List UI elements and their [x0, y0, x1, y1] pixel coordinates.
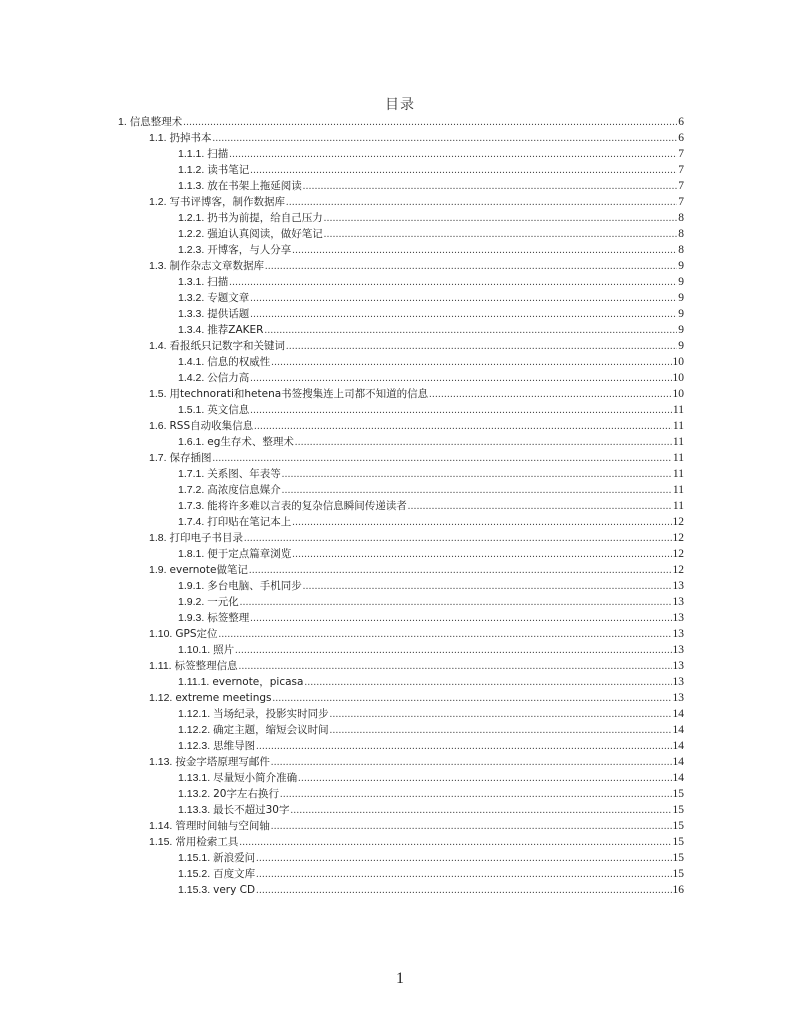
toc-entry-label: 标签整理信息 — [174, 660, 238, 672]
toc-entry-label: 能将许多难以言表的复杂信息瞬间传递读者 — [207, 500, 407, 512]
dot-leader — [271, 819, 672, 835]
toc-entry[interactable] — [118, 482, 684, 498]
toc-entry-page: 13 — [672, 580, 684, 592]
toc-entry-label: 百度文库 — [213, 868, 256, 880]
toc-entry-page: 13 — [672, 628, 684, 640]
toc-entry[interactable] — [118, 210, 684, 226]
toc-entry[interactable] — [118, 626, 684, 642]
toc-entry-number: 1.9.3. — [178, 612, 205, 624]
toc-entry-label: 英文信息 — [207, 404, 250, 416]
toc-entry-label: 信息整理术 — [129, 116, 183, 128]
toc-entry-page: 12 — [672, 564, 684, 576]
toc-entry-label: 保存插图 — [169, 452, 212, 464]
toc-entry-label: 用technorati和hetena书签搜集连上司都不知道的信息 — [169, 388, 429, 400]
toc-entry[interactable] — [118, 450, 684, 466]
toc-entry-page: 15 — [672, 868, 684, 880]
toc-entry-page: 9 — [678, 308, 684, 320]
toc-entry-label: 新浪爱问 — [213, 852, 256, 864]
toc-entry-label: 打印贴在笔记本上 — [207, 516, 292, 528]
toc-entry-label: 关系图、年表等 — [207, 468, 281, 480]
toc-entry-label: 公信力高 — [207, 372, 250, 384]
toc-entry-page: 12 — [672, 548, 684, 560]
toc-entry[interactable] — [118, 642, 684, 658]
dot-leader — [229, 275, 677, 291]
dot-leader — [240, 595, 672, 611]
toc-entry[interactable] — [118, 610, 684, 626]
toc-entry-number: 1.13.1. — [178, 772, 211, 784]
toc-entry-page: 9 — [678, 292, 684, 304]
toc-entry-number: 1.8.1. — [178, 548, 205, 560]
dot-leader — [239, 835, 671, 851]
toc-entry-page: 8 — [678, 244, 684, 256]
toc-entry-page: 10 — [672, 356, 684, 368]
dot-leader — [429, 387, 671, 403]
dot-leader — [330, 723, 672, 739]
toc-entry[interactable] — [118, 754, 684, 770]
toc-entry[interactable] — [118, 226, 684, 242]
toc-entry-page: 12 — [672, 532, 684, 544]
toc-entry-page: 13 — [672, 596, 684, 608]
dot-leader — [292, 243, 677, 259]
dot-leader — [256, 883, 671, 899]
toc-entry-label: 扫描 — [207, 148, 229, 160]
toc-entry-page: 16 — [672, 884, 684, 896]
toc-entry[interactable] — [118, 386, 684, 402]
toc-entry-label: 便于定点篇章浏览 — [207, 548, 292, 560]
toc-entry-label: 写书评博客，制作数据库 — [169, 196, 286, 208]
toc-entry-page: 15 — [672, 836, 684, 848]
dot-leader — [239, 659, 672, 675]
toc-entry-number: 1.5. — [149, 388, 167, 400]
toc-entry-label: eg生存术、整理术 — [207, 436, 294, 448]
dot-leader — [271, 755, 672, 771]
dot-leader — [303, 179, 677, 195]
toc-entry-page: 9 — [678, 324, 684, 336]
dot-leader — [292, 547, 671, 563]
toc-entry-page: 13 — [672, 612, 684, 624]
toc-entry-number: 1.9. — [149, 564, 167, 576]
toc-entry[interactable] — [118, 770, 684, 786]
dot-leader — [250, 371, 671, 387]
toc-entry-label: 标签整理 — [207, 612, 250, 624]
dot-leader — [250, 163, 677, 179]
toc-entry-label: 尽量短小简介准确 — [213, 772, 298, 784]
toc-entry[interactable] — [118, 114, 684, 130]
toc-entry[interactable] — [118, 354, 684, 370]
dot-leader — [249, 563, 672, 579]
dot-leader — [250, 291, 677, 307]
toc-entry-label: 按金字塔原理写邮件 — [175, 756, 270, 768]
toc-entry-page: 15 — [672, 820, 684, 832]
dot-leader — [282, 483, 672, 499]
toc-entry-page: 14 — [672, 724, 684, 736]
dot-leader — [256, 851, 671, 867]
toc-entry-page: 14 — [672, 740, 684, 752]
toc-entry[interactable] — [118, 850, 684, 866]
toc-entry-page: 7 — [678, 164, 684, 176]
toc-entry-number: 1.8. — [149, 532, 167, 544]
toc-entry-number: 1.2.2. — [178, 228, 205, 240]
toc-entry[interactable] — [118, 306, 684, 322]
toc-entry-page: 10 — [672, 372, 684, 384]
toc-entry-label: 20字左右换行 — [213, 788, 279, 800]
toc-entry-number: 1.4.1. — [178, 356, 205, 368]
dot-leader — [250, 403, 672, 419]
toc-entry[interactable] — [118, 738, 684, 754]
toc-entry-label: extreme meetings — [175, 692, 272, 704]
toc-entry-number: 1.7.4. — [178, 516, 205, 528]
toc-entry-label: 打印电子书目录 — [169, 532, 244, 544]
toc-entry-label: 一元化 — [207, 596, 239, 608]
toc-entry-label: 扫描 — [207, 276, 229, 288]
toc-entry-page: 11 — [672, 484, 684, 496]
toc-entry-number: 1.3.3. — [178, 308, 205, 320]
dot-leader — [324, 211, 677, 227]
toc-entry[interactable] — [118, 498, 684, 514]
toc-entry[interactable] — [118, 834, 684, 850]
toc-entry-number: 1.12.1. — [178, 708, 211, 720]
toc-entry-page: 14 — [672, 708, 684, 720]
toc-entry-number: 1.7. — [149, 452, 167, 464]
dot-leader — [295, 435, 672, 451]
toc-entry-page: 6 — [678, 132, 684, 144]
toc-entry-label: evernote做笔记 — [169, 564, 248, 576]
toc-entry[interactable] — [118, 130, 684, 146]
toc-entry-label: 强迫认真阅读，做好笔记 — [207, 228, 323, 240]
toc-title: 目录 — [385, 97, 415, 113]
toc-entry[interactable] — [118, 594, 684, 610]
toc-entry-number: 1.1.3. — [178, 180, 205, 192]
toc-entry-label: 当场纪录，投影实时同步 — [213, 708, 329, 720]
toc-entry-label: 提供话题 — [207, 308, 250, 320]
toc-entry[interactable] — [118, 674, 684, 690]
toc-entry[interactable] — [118, 706, 684, 722]
toc-entry-label: 放在书架上拖延阅读 — [207, 180, 302, 192]
toc-entry-number: 1.15.2. — [178, 868, 211, 880]
toc-entry-number: 1.1.2. — [178, 164, 205, 176]
toc-entry-number: 1.15. — [149, 836, 173, 848]
toc-entry-number: 1.3.1. — [178, 276, 205, 288]
dot-leader — [286, 195, 677, 211]
toc-entry[interactable] — [118, 882, 684, 898]
toc-entry-page: 11 — [672, 452, 684, 464]
toc-entry[interactable] — [118, 242, 684, 258]
toc-entry-page: 14 — [672, 756, 684, 768]
toc-entry-label: 管理时间轴与空间轴 — [175, 820, 270, 832]
toc-entry[interactable] — [118, 194, 684, 210]
toc-entry-number: 1.13.3. — [178, 804, 211, 816]
toc-entry-label: 多台电脑、手机同步 — [207, 580, 302, 592]
toc-entry[interactable] — [118, 402, 684, 418]
toc-entry-number: 1.3.4. — [178, 324, 205, 336]
toc-entry[interactable] — [118, 178, 684, 194]
dot-leader — [250, 307, 677, 323]
toc-entry-label: 最长不超过30字 — [213, 804, 290, 816]
toc-entry-number: 1.2.1. — [178, 212, 205, 224]
toc-entry-number: 1.3. — [149, 260, 167, 272]
toc-entry-number: 1.2. — [149, 196, 167, 208]
toc-entry-number: 1.7.1. — [178, 468, 205, 480]
dot-leader — [303, 579, 672, 595]
toc-entry-label: GPS定位 — [175, 628, 218, 640]
toc-entry-label: 高浓度信息媒介 — [207, 484, 281, 496]
toc-entry-number: 1.2.3. — [178, 244, 205, 256]
toc-entry[interactable] — [118, 722, 684, 738]
toc-entry-page: 7 — [678, 180, 684, 192]
toc-entry-number: 1.1.1. — [178, 148, 205, 160]
toc-entry-page: 10 — [672, 388, 684, 400]
dot-leader — [213, 451, 672, 467]
dot-leader — [324, 227, 677, 243]
toc-entry[interactable] — [118, 434, 684, 450]
toc-entry-page: 11 — [672, 404, 684, 416]
dot-leader — [254, 419, 672, 435]
toc-entry-page: 14 — [672, 772, 684, 784]
toc-entry-number: 1.15.3. — [178, 884, 211, 896]
toc-entry-page: 13 — [672, 644, 684, 656]
dot-leader — [235, 643, 671, 659]
toc-entry-page: 8 — [678, 228, 684, 240]
dot-leader — [304, 675, 671, 691]
dot-leader — [229, 147, 677, 163]
toc-entry-label: 看报纸只记数字和关键词 — [169, 340, 286, 352]
toc-entry-label: 制作杂志文章数据库 — [169, 260, 265, 272]
dot-leader — [330, 707, 672, 723]
toc-entry-page: 8 — [678, 212, 684, 224]
toc-entry-number: 1.5.1. — [178, 404, 205, 416]
toc-entry[interactable] — [118, 530, 684, 546]
dot-leader — [265, 259, 677, 275]
dot-leader — [183, 115, 677, 131]
dot-leader — [291, 803, 672, 819]
toc-entry-number: 1.3.2. — [178, 292, 205, 304]
toc-entry-label: 推荐ZAKER — [207, 324, 264, 336]
dot-leader — [256, 739, 671, 755]
toc-entry-number: 1. — [118, 116, 127, 128]
toc-entry-label: 信息的权威性 — [207, 356, 271, 368]
toc-entry-page: 6 — [678, 116, 684, 128]
toc-entry-number: 1.15.1. — [178, 852, 211, 864]
toc-entry[interactable] — [118, 546, 684, 562]
toc-entry-label: very CD — [213, 884, 256, 896]
toc-entry-number: 1.7.2. — [178, 484, 205, 496]
toc-entry-number: 1.6. — [149, 420, 167, 432]
toc-entry-number: 1.11. — [149, 660, 172, 672]
toc-entry-number: 1.12.2. — [178, 724, 211, 736]
toc-entry-label: evernote，picasa — [212, 676, 304, 688]
toc-entry-page: 12 — [672, 516, 684, 528]
toc-entry-page: 7 — [678, 148, 684, 160]
toc-entry[interactable] — [118, 290, 684, 306]
toc-entry-page: 9 — [678, 260, 684, 272]
toc-entry[interactable] — [118, 146, 684, 162]
toc-entry-label: RSS自动收集信息 — [169, 420, 254, 432]
toc-entry-page: 11 — [672, 468, 684, 480]
toc-entry[interactable] — [118, 802, 684, 818]
dot-leader — [282, 467, 672, 483]
toc-entry[interactable] — [118, 866, 684, 882]
dot-leader — [264, 323, 677, 339]
toc-entry-number: 1.6.1. — [178, 436, 205, 448]
toc-entry[interactable] — [118, 370, 684, 386]
dot-leader — [292, 515, 671, 531]
toc-entry[interactable] — [118, 418, 684, 434]
toc-entry-number: 1.4.2. — [178, 372, 205, 384]
toc-entry[interactable] — [118, 578, 684, 594]
toc-entry-page: 11 — [672, 436, 684, 448]
toc-entry[interactable] — [118, 658, 684, 674]
toc-entry-page: 13 — [672, 660, 684, 672]
dot-leader — [250, 611, 671, 627]
dot-leader — [213, 131, 678, 147]
toc-entry[interactable] — [118, 690, 684, 706]
toc-entry-number: 1.12.3. — [178, 740, 211, 752]
dot-leader — [256, 867, 671, 883]
dot-leader — [244, 531, 671, 547]
toc-entry[interactable] — [118, 562, 684, 578]
dot-leader — [273, 691, 672, 707]
toc-entry-page: 13 — [672, 676, 684, 688]
dot-leader — [286, 339, 677, 355]
toc-entry-label: 常用检索工具 — [175, 836, 239, 848]
toc-entry-label: 照片 — [213, 644, 235, 656]
dot-leader — [271, 355, 671, 371]
dot-leader — [408, 499, 672, 515]
toc-entry-label: 读书笔记 — [207, 164, 250, 176]
toc-entry-page: 11 — [672, 500, 684, 512]
table-of-contents — [118, 114, 684, 898]
toc-entry-number: 1.1. — [149, 132, 167, 144]
toc-entry-page: 9 — [678, 276, 684, 288]
toc-entry-page: 13 — [672, 692, 684, 704]
toc-entry-number: 1.4. — [149, 340, 167, 352]
toc-entry-label: 开博客，与人分享 — [207, 244, 292, 256]
toc-entry-label: 思维导图 — [213, 740, 256, 752]
toc-entry-number: 1.10.1. — [178, 644, 211, 656]
toc-entry-page: 15 — [672, 788, 684, 800]
toc-entry-label: 扔书为前提，给自己压力 — [207, 212, 323, 224]
page-number: 1 — [396, 970, 404, 987]
toc-entry[interactable] — [118, 466, 684, 482]
toc-entry-page: 15 — [672, 804, 684, 816]
toc-entry-number: 1.9.1. — [178, 580, 205, 592]
toc-entry-number: 1.7.3. — [178, 500, 205, 512]
dot-leader — [219, 627, 672, 643]
toc-entry-number: 1.12. — [149, 692, 173, 704]
toc-entry[interactable] — [118, 258, 684, 274]
toc-entry[interactable] — [118, 818, 684, 834]
toc-entry[interactable] — [118, 162, 684, 178]
toc-entry-number: 1.11.1. — [178, 676, 210, 688]
toc-entry-label: 扔掉书本 — [169, 132, 212, 144]
toc-entry[interactable] — [118, 786, 684, 802]
toc-entry-page: 15 — [672, 852, 684, 864]
toc-entry-number: 1.13. — [149, 756, 173, 768]
toc-entry-number: 1.14. — [149, 820, 173, 832]
toc-entry[interactable] — [118, 514, 684, 530]
dot-leader — [298, 771, 671, 787]
toc-entry-page: 9 — [678, 340, 684, 352]
toc-entry-number: 1.13.2. — [178, 788, 211, 800]
toc-entry-number: 1.10. — [149, 628, 173, 640]
toc-entry-number: 1.9.2. — [178, 596, 205, 608]
toc-entry-page: 11 — [672, 420, 684, 432]
toc-entry-label: 专题文章 — [207, 292, 250, 304]
toc-entry[interactable] — [118, 338, 684, 354]
toc-entry[interactable] — [118, 274, 684, 290]
toc-entry-page: 7 — [678, 196, 684, 208]
dot-leader — [280, 787, 672, 803]
toc-entry-label: 确定主题，缩短会议时间 — [213, 724, 329, 736]
toc-entry[interactable] — [118, 322, 684, 338]
